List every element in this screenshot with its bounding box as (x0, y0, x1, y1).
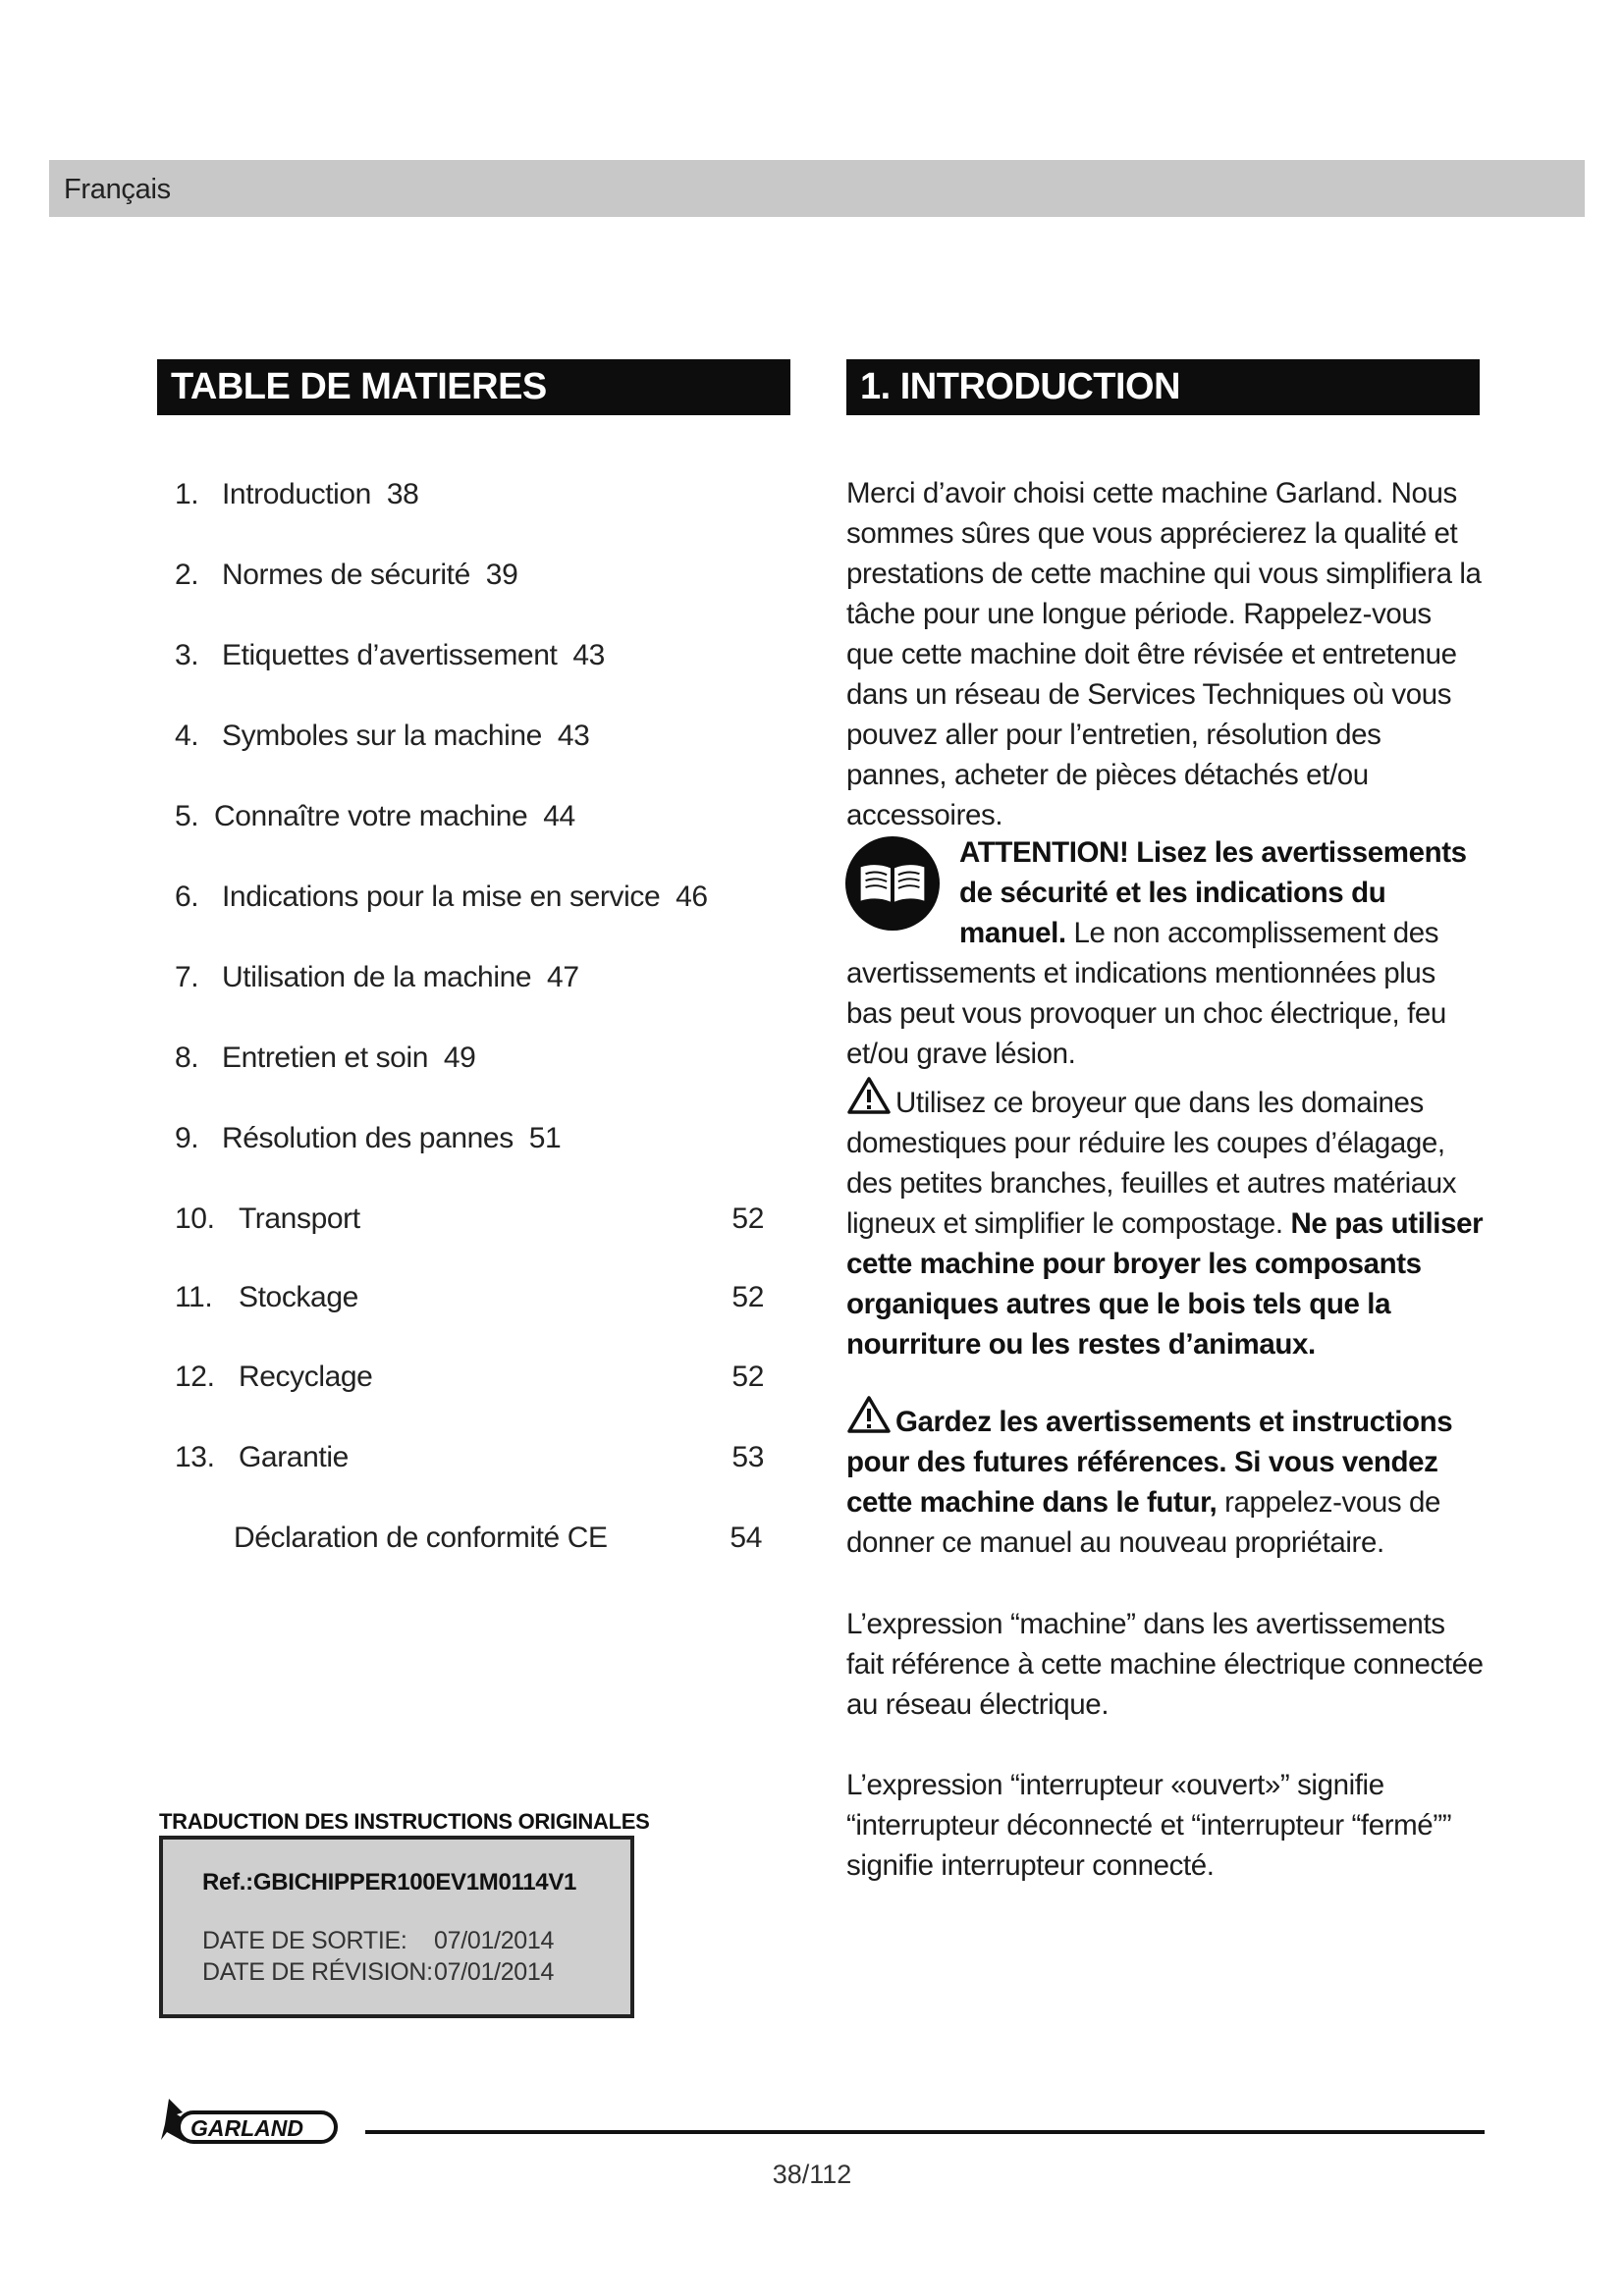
warning-triangle-icon (846, 1395, 892, 1434)
toc-item-number: 1. (175, 478, 199, 510)
toc-item-page: 44 (543, 800, 575, 832)
toc-item-label: Stockage (239, 1281, 358, 1313)
intro-paragraph: Merci d’avoir choisi cette machine Garland. Nous sommes sûres que vous apprécierez la qualité et prestations de cette machine qui vous simplifiera la tâche pour une longue période. Rappelez-vous que cette machine doit être révisée et entretenue dans un réseau de Services Techniques où vous pouvez aller pour l’entretien, résolution des pannes, acheter de pièces détachés et/ou accessoires. (846, 477, 1482, 831)
warning-usage-bold: Ne pas utiliser cette machine pour broyer les composants organiques autres que le bois tels que la nourriture ou les restes d’animaux. (846, 1207, 1484, 1361)
toc-item-page: 46 (676, 881, 708, 913)
attention-text: Le non accomplissement des avertissements et indications mentionnées plus bas peut vous provoquer un choc électrique, feu et/ou grave lésion. (846, 917, 1446, 1070)
release-date-row (202, 1927, 554, 1955)
logo-text: GARLAND (190, 2115, 303, 2141)
toc-item-label: Recyclage (239, 1361, 373, 1393)
toc-item-label: Introduction (222, 478, 371, 510)
toc-item[interactable] (175, 1122, 764, 1161)
toc-item-page: 39 (485, 559, 518, 591)
toc-item-label: Etiquettes d’avertissement (222, 639, 558, 671)
toc-item[interactable] (175, 800, 764, 839)
reference-code: Ref.:GBICHIPPER100EV1M0114V1 (202, 1869, 577, 1896)
toc-item-number: 6. (175, 881, 199, 913)
toc-item-page: 52 (731, 1281, 764, 1313)
toc-item[interactable] (175, 1202, 764, 1242)
revision-date-label: DATE DE RÉVISION: (202, 1958, 433, 1986)
language-label: Français (64, 174, 171, 205)
toc-item-label: Transport (239, 1202, 360, 1235)
toc-item-label: Entretien et soin (222, 1041, 428, 1074)
toc-item-label: Indications pour la mise en service (222, 881, 661, 913)
warning-keep-paragraph (846, 1395, 1485, 1563)
toc-item-label: Résolution des pannes (222, 1122, 514, 1154)
revision-date-value: 07/01/2014 (434, 1958, 555, 1986)
toc-item-number: 7. (175, 961, 199, 993)
machine-definition: L’expression “machine” dans les avertissements fait référence à cette machine électrique connectée au réseau électrique. (846, 1608, 1484, 1721)
page-number: 38/112 (772, 2160, 852, 2189)
toc-item-number: 13. (175, 1441, 215, 1473)
toc-item-label: Utilisation de la machine (222, 961, 532, 993)
toc-item[interactable] (175, 961, 764, 1000)
toc-item-number: 11. (175, 1281, 213, 1313)
toc-item-label: Déclaration de conformité CE (234, 1522, 608, 1554)
release-date-value: 07/01/2014 (434, 1927, 555, 1954)
attention-bold: ATTENTION! Lisez les avertissements de sécurité et les indications du manuel. (959, 836, 1467, 949)
toc-item[interactable] (175, 720, 764, 759)
toc-item-number: 2. (175, 559, 199, 591)
translation-caption: TRADUCTION DES INSTRUCTIONS ORIGINALES (159, 1809, 650, 1834)
toc-item-number: 10. (175, 1202, 215, 1235)
toc-item-page: 49 (443, 1041, 476, 1074)
garland-logo (157, 2091, 342, 2152)
toc-item-number: 8. (175, 1041, 199, 1074)
toc-item-number: 3. (175, 639, 199, 671)
toc-item-label: Symboles sur la machine (222, 720, 542, 752)
toc-item-number: 9. (175, 1122, 199, 1154)
switch-definition: L’expression “interrupteur «ouvert»” signifie “interrupteur déconnecté et “interrupteur “fermé”” signifie interrupteur connecté. (846, 1769, 1452, 1882)
toc-item[interactable] (175, 1441, 764, 1480)
toc-item[interactable] (175, 639, 764, 678)
toc-item[interactable] (175, 559, 764, 598)
warning-triangle-icon (846, 1076, 892, 1115)
toc-item-label: Garantie (239, 1441, 349, 1473)
toc-item-page: 43 (572, 639, 605, 671)
attention-paragraph (846, 832, 1485, 1074)
warning-keep-text: rappelez-vous de donner ce manuel au nouveau propriétaire. (846, 1486, 1441, 1559)
toc-item-page: 54 (730, 1522, 762, 1554)
warning-usage-text: Utilisez ce broyeur que dans les domaines domestiques pour réduire les coupes d’élagage, des petites branches, feuilles et autres matériaux ligneux et simplifier le compostage. (846, 1087, 1457, 1240)
revision-date-row (202, 1958, 554, 1987)
toc-item[interactable] (234, 1522, 762, 1561)
warning-usage-paragraph (846, 1076, 1485, 1364)
language-bar (49, 160, 1585, 217)
intro-heading: 1. INTRODUCTION (846, 359, 1480, 415)
toc-item-page: 47 (547, 961, 579, 993)
toc-item-page: 52 (731, 1202, 764, 1235)
toc-item-number: 5. (175, 800, 199, 832)
toc-item-page: 38 (386, 478, 419, 510)
toc-item-page: 51 (528, 1122, 562, 1154)
toc-item-number: 12. (175, 1361, 215, 1393)
reference-box (159, 1836, 634, 2018)
toc-item-page: 43 (557, 720, 590, 752)
warning-keep-bold: Gardez les avertissements et instructions pour des futures références. Si vous vendez cette machine dans le futur, (846, 1406, 1453, 1519)
toc-item[interactable] (175, 1041, 764, 1081)
toc-item-number: 4. (175, 720, 199, 752)
release-date-label: DATE DE SORTIE: (202, 1927, 407, 1954)
toc-heading: TABLE DE MATIERES (157, 359, 790, 415)
toc-item-page: 53 (731, 1441, 764, 1473)
toc-item[interactable] (175, 881, 764, 920)
icon-spacer (846, 832, 959, 938)
toc-item[interactable] (175, 1281, 764, 1320)
toc-item[interactable] (175, 1361, 764, 1400)
toc-item-page: 52 (731, 1361, 764, 1393)
toc-item[interactable] (175, 478, 764, 517)
toc-item-label: Normes de sécurité (222, 559, 470, 591)
footer-rule (365, 2130, 1485, 2134)
toc-item-label: Connaître votre machine (214, 800, 528, 832)
